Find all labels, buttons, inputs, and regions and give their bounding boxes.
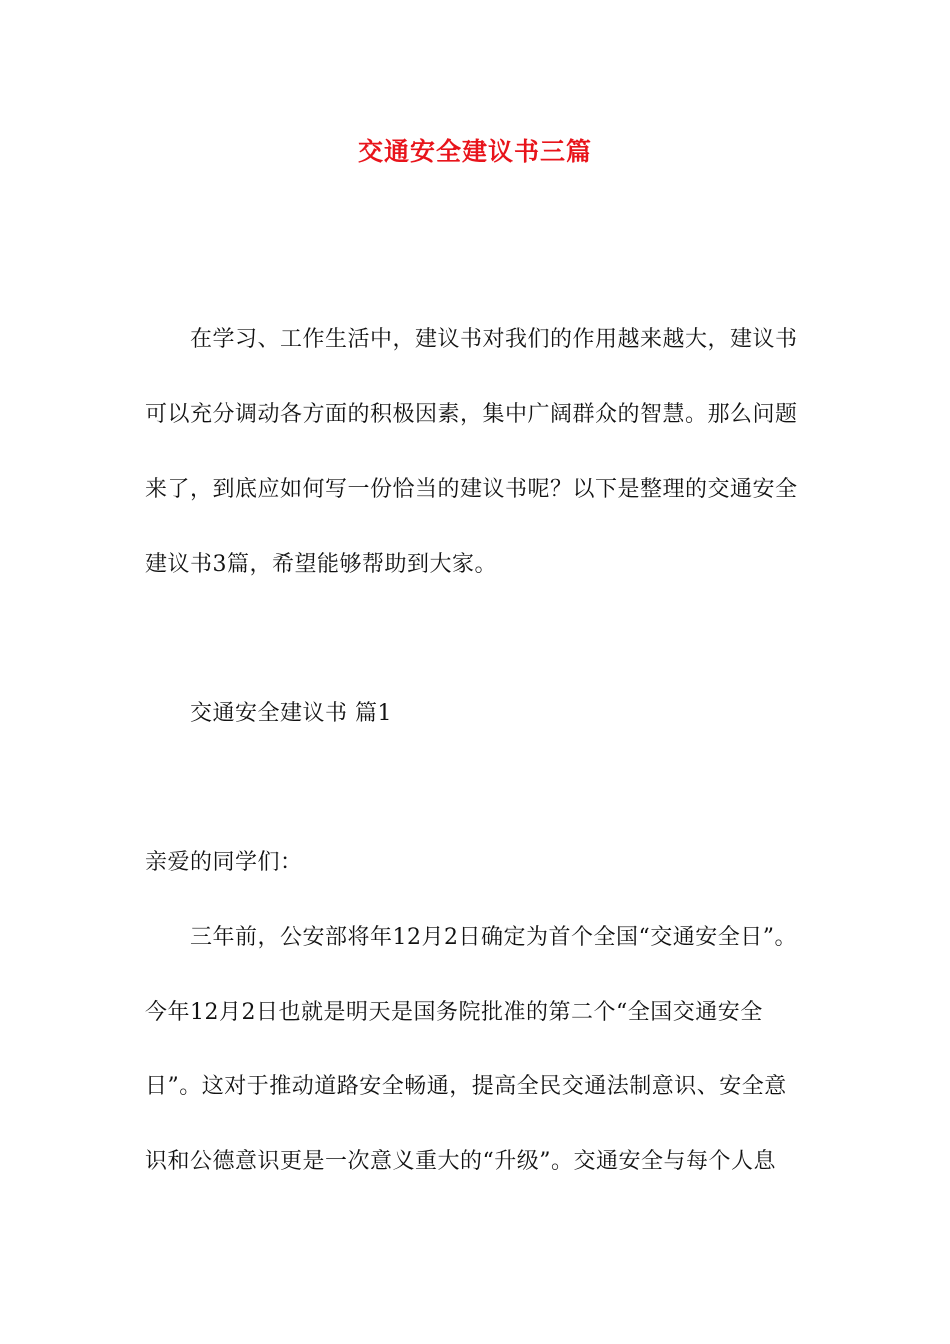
salutation: 亲爱的同学们： [145, 850, 303, 875]
section-heading: 交通安全建议书 篇1 [190, 701, 392, 726]
body-line-2: 今年12月2日也就是明天是国务院批准的第二个“全国交通安全 [145, 1000, 763, 1025]
document-title: 交通安全建议书三篇 [357, 137, 592, 166]
body-line-1: 三年前，公安部将年12月2日确定为首个全国“交通安全日”。 [190, 925, 797, 950]
intro-line-4: 建议书3篇，希望能够帮助到大家。 [145, 552, 497, 577]
body-line-4: 识和公德意识更是一次意义重大的“升级”。交通安全与每个人息 [145, 1149, 776, 1174]
body-line-3: 日”。这对于推动道路安全畅通，提高全民交通法制意识、安全意 [145, 1074, 787, 1099]
intro-line-1: 在学习、工作生活中，建议书对我们的作用越来越大，建议书 [190, 327, 798, 352]
intro-line-3: 来了，到底应如何写一份恰当的建议书呢？以下是整理的交通安全 [145, 477, 798, 502]
intro-line-2: 可以充分调动各方面的积极因素，集中广阔群众的智慧。那么问题 [145, 402, 798, 427]
